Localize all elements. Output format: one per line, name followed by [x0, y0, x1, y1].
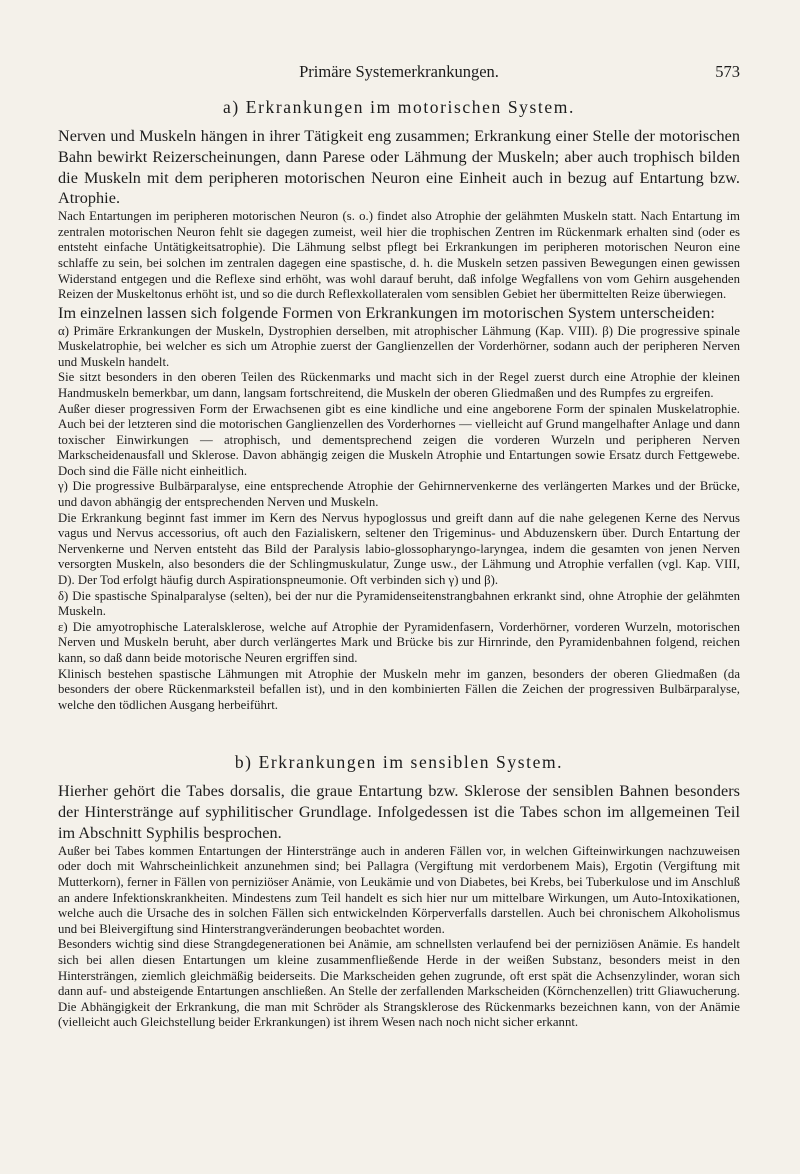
section-heading-sensory: b) Erkrankungen im sensiblen System.: [234, 752, 564, 773]
paragraph: γ) Die progressive Bulbärparalyse, eine entsprechende Atrophie der Gehirnnervenkerne des verlängerten Markes und der Brücke, und davon abhängig der entsprechenden Nerven und Muskeln.: [58, 479, 740, 510]
section-spacer: [58, 713, 740, 751]
paragraph: Sie sitzt besonders in den oberen Teilen des Rückenmarks und macht sich in der Regel zuerst durch eine Atrophie der kleinen Handmuskeln bemerkbar, um dann, langsam fortschreitend, die Muskeln der oberen Gliedmaßen und des Rumpfes zu ergreifen.: [58, 370, 740, 400]
paragraph: α) Primäre Erkrankungen der Muskeln, Dystrophien derselben, mit atrophischer Lähmung (Kap. VIII). β) Die progressive spinale Muskelatrophie, bei welcher es sich um Atrophie zuerst der Ganglienzellen der Vorderhörner, sodann auch der peripheren Nerven und Muskeln handelt.: [58, 323, 740, 369]
paragraph: Nerven und Muskeln hängen in ihrer Tätigkeit eng zusammen; Erkrankung einer Stelle der motorischen Bahn bewirkt Reizerscheinungen, dann Parese oder Lähmung der Muskeln; aber auch trophisch bilden die Muskeln mit dem peripheren motorischen Neuron eine Einheit auch in bezug auf Entartung bzw. Atrophie.: [58, 127, 740, 208]
paragraph: Im einzelnen lassen sich folgende Formen von Erkrankungen im motorischen System unterscheiden:: [58, 303, 715, 322]
running-header: [58, 62, 740, 86]
paragraph: ε) Die amyotrophische Lateralsklerose, welche auf Atrophie der Pyramidenfasern, Vorderhörner, vorderen Wurzeln, motorischen Nerven und Muskeln beruht, aber durch verlängertes Mark und Brücke bis zur Hirnrinde, den Pyramidenbahnen folgend, reichen kann, so daß dann beide motorische Neuren ergriffen sind.: [58, 619, 740, 666]
paragraph: Nach Entartungen im peripheren motorischen Neuron (s. o.) findet also Atrophie der gelähmten Muskeln statt. Nach Entartung im zentralen motorischen Neuron fehlt sie dagegen zumeist, weil hier die trophischen Zentren im Rückenmark erhalten sind (oder es entsteht einfache Untätigkeitsatrophie). Die Lähmung selbst pflegt bei Erkrankungen im peripheren motorischen Neuron eine schlaffe zu sein, bei solchen im zentralen dagegen eine spastische, d. h. die Muskeln setzen passiven Bewegungen einen gewissen Widerstand entgegen und die Reflexe sind erhöht, was wohl darauf beruht, daß infolge Wegfallens von vom Gehirn ausgehenden Reizen der Muskeltonus erhöht ist, und so die durch Reflexkollateralen vom sensiblen Gebiet her übermittelten Reize überwiegen.: [58, 209, 740, 302]
section-heading-motor: a) Erkrankungen im motorischen System.: [223, 97, 575, 117]
paragraph: δ) Die spastische Spinalparalyse (selten), bei der nur die Pyramidenseitenstrangbahnen erkrankt sind, ohne Atrophie der gelähmten Muskeln.: [58, 588, 740, 619]
paragraph: Außer dieser progressiven Form der Erwachsenen gibt es eine kindliche und eine angeborene Form der spinalen Muskelatrophie. Auch bei der letzteren sind die motorischen Ganglienzellen des Vorderhornes — vielleicht auf Grund mangelhafter Anlage und dann toxischer Einwirkungen — atrophisch, und dementsprechend zeigen die vorderen Wurzeln und peripheren Nerven Markscheidenausfall und Sklerose. Davon abhängig zeigen die Muskeln Atrophie und Entartungen sowie Ersatz durch Fettgewebe. Doch sind die Fälle nicht einheitlich.: [58, 401, 740, 478]
paragraph: Die Erkrankung beginnt fast immer im Kern des Nervus hypoglossus und greift dann auf die nahe gelegenen Kerne des Nervus vagus und Nervus accessorius, oft auch den Fazialiskern, seltener den Trigeminus- und Abduzenskern über. Durch Entartung der Nervenkerne und Nerven entsteht das Bild der Paralysis labio-glossopharyngo-laryngea, indem die gesamten von jenen Nerven versorgten Muskeln, also besonders die der Schlingmuskulatur, Zunge usw., der Lähmung und Atrophie verfallen (vgl. Kap. VIII, D). Der Tod erfolgt häufig durch Aspirationspneumonie. Oft verbinden sich γ) und β).: [58, 510, 740, 588]
running-title: Primäre Systemerkrankungen.: [299, 62, 499, 81]
paragraph: Besonders wichtig sind diese Strangdegenerationen bei Anämie, am schnellsten verlaufend bei der perniziösen Anämie. Es handelt sich bei allen diesen Entartungen um kleine zusammenfließende Herde in der weißen Substanz, besonders meist in den Hintersträngen, ziemlich gleichmäßig beiderseits. Die Markscheiden gehen zugrunde, oft erst spät die Achsenzylinder, woran sich dann auf- und absteigende Entartungen anschließen. An Stelle der zerfallenden Markscheiden (Körnchenzellen) tritt Gliawucherung. Die Abhängigkeit der Erkrankung, die man mit Schröder als Strangsklerose des Rückenmarks bezeichnen kann, von der Anämie (vielleicht auch Gleichstellung beider Erkrankungen) ist ihrem Wesen nach noch nicht sicher erkannt.: [58, 937, 740, 1030]
paragraph: Hierher gehört die Tabes dorsalis, die graue Entartung bzw. Sklerose der sensiblen Bahnen besonders der Hinterstränge auf syphilitischer Grundlage. Infolgedessen ist die Tabes schon im allgemeinen Teil im Abschnitt Syphilis besprochen.: [58, 782, 740, 842]
page-body: [58, 96, 740, 1031]
page-number: 573: [715, 62, 740, 81]
paragraph: Außer bei Tabes kommen Entartungen der Hinterstränge auch in anderen Fällen vor, in welchen Gifteinwirkungen nachzuweisen oder doch mit Wahrscheinlichkeit anzunehmen sind; bei Pallagra (Vergiftung mit verdorbenem Mais), Ergotin (Vergiftung mit Mutterkorn), ferner in Fällen von perniziöser Anämie, von Leukämie und von Diabetes, bei Krebs, bei Tuberkulose und im Anschluß an andere Infektionskrankheiten. Mindestens zum Teil handelt es sich hier nur um mittelbare Wirkungen, um Auto-Intoxikationen, welche auch die Ursache des in solchen Fällen sich entwickelnden Körperverfalls darstellen. Auch bei chronischem Alkoholismus und bei Bleivergiftung sind Hinterstrangveränderungen beobachtet worden.: [58, 843, 740, 936]
paragraph: Klinisch bestehen spastische Lähmungen mit Atrophie der Muskeln mehr im ganzen, besonders der oberen Gliedmaßen (da besonders der obere Rückenmarksteil befallen ist), und in den kombinierten Fällen die Zeichen der progressiven Bulbärparalyse, welche den tödlichen Ausgang herbeiführt.: [58, 666, 740, 712]
